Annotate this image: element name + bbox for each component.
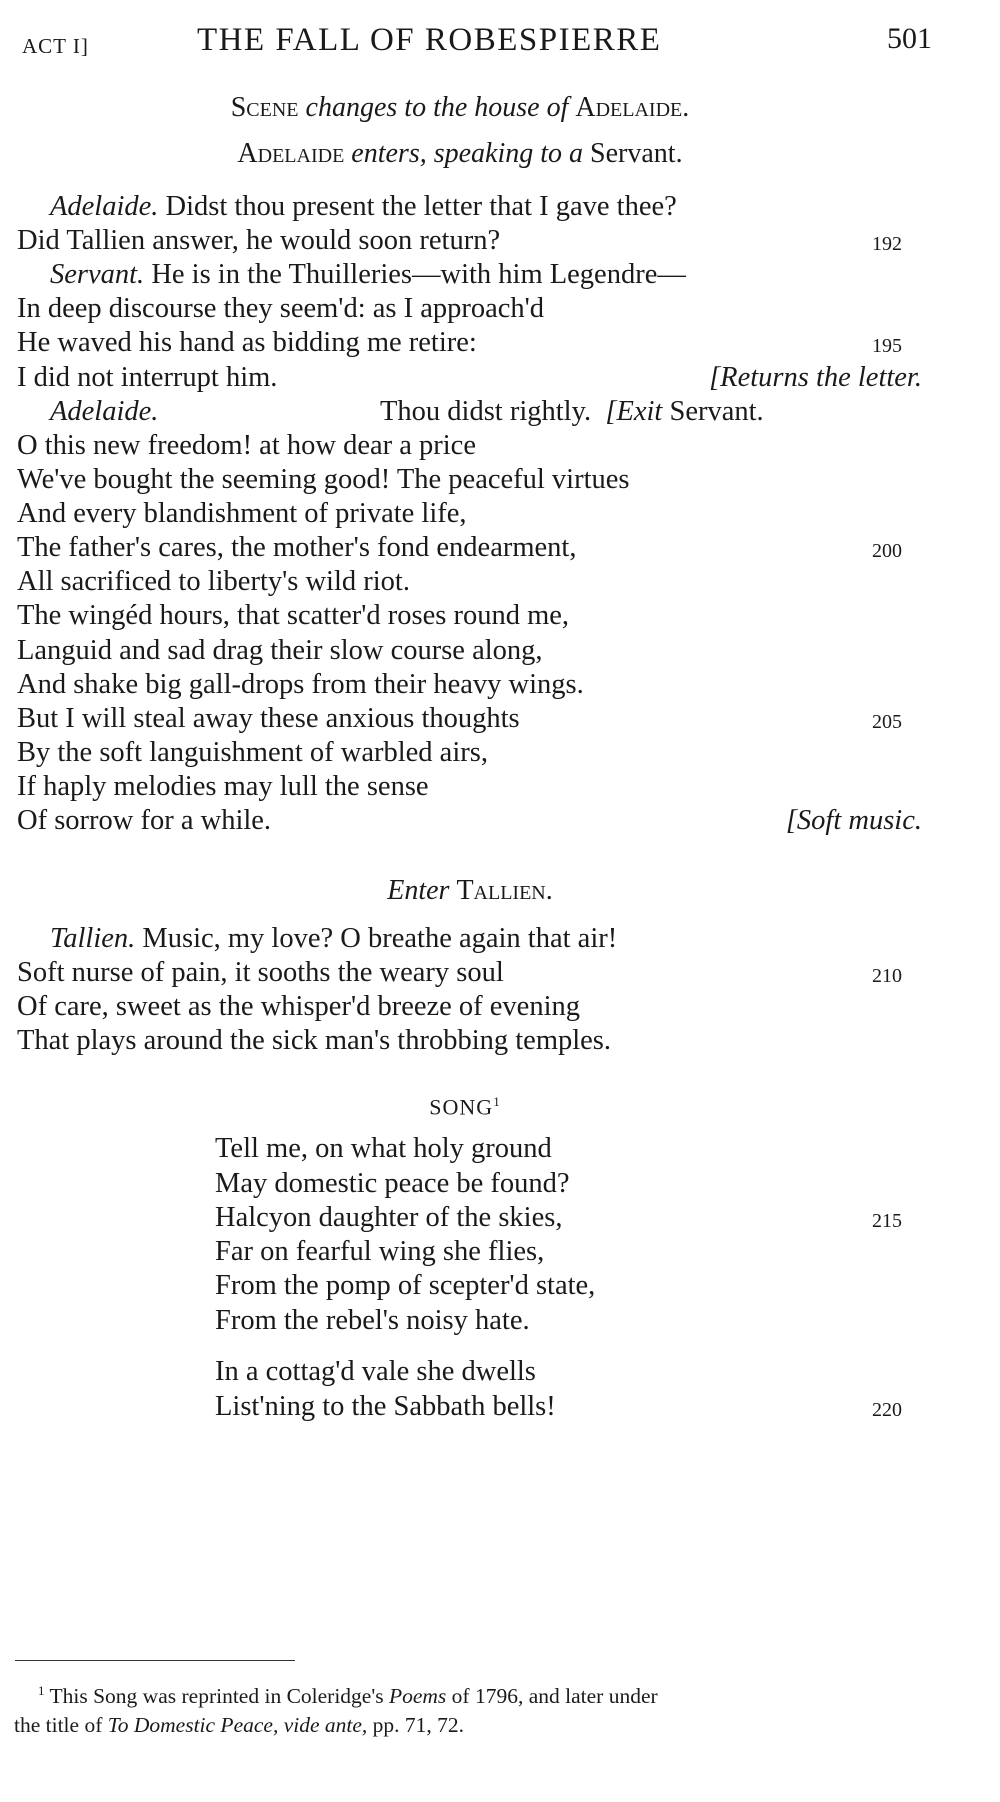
verse-line bbox=[50, 259, 686, 291]
verse-line bbox=[17, 362, 277, 394]
line-number: 195 bbox=[872, 335, 902, 357]
footnote-divider bbox=[15, 1660, 295, 1661]
line-text: And every blandishment of private life, bbox=[17, 498, 467, 529]
verse-line bbox=[17, 293, 544, 325]
speaker: Tallien. bbox=[50, 923, 136, 954]
song-line bbox=[215, 1270, 595, 1302]
verse-line bbox=[17, 498, 467, 530]
verse-line bbox=[17, 600, 569, 632]
line-text: Did Tallien answer, he would soon return? bbox=[17, 225, 501, 256]
verse-line bbox=[17, 957, 504, 989]
line-text: Music, my love? O breathe again that air! bbox=[142, 923, 618, 954]
verse-line bbox=[17, 805, 271, 837]
verse-line bbox=[17, 991, 580, 1023]
stage-direction: [Returns the letter. bbox=[709, 362, 922, 393]
footnote-text: This Song was reprinted in Coleridge's bbox=[49, 1684, 384, 1709]
scene-place: Adelaide. bbox=[575, 92, 690, 123]
verse-line bbox=[17, 566, 410, 598]
line-text: All sacrificed to liberty's wild riot. bbox=[17, 566, 410, 597]
scene-changes: changes to the house of bbox=[305, 92, 569, 123]
line-text: Languid and sad drag their slow course along, bbox=[17, 635, 543, 666]
speaker: Servant. bbox=[50, 259, 145, 290]
line-text: Of care, sweet as the whisper'd breeze of evening bbox=[17, 991, 581, 1022]
verse-line bbox=[17, 327, 477, 359]
song-line bbox=[215, 1168, 570, 1200]
verse-line bbox=[17, 669, 584, 701]
song-line bbox=[215, 1236, 544, 1268]
song-line bbox=[215, 1305, 530, 1337]
line-number: 220 bbox=[872, 1399, 902, 1421]
line-text: Far on fearful wing she flies, bbox=[215, 1236, 545, 1267]
line-text: May domestic peace be found? bbox=[215, 1168, 570, 1199]
enter-name: Tallien. bbox=[456, 875, 553, 906]
footnote-mark: 1 bbox=[38, 1683, 45, 1698]
line-text: I did not interrupt him. bbox=[17, 362, 278, 393]
act-label: ACT I] bbox=[22, 34, 89, 58]
entry-name: Adelaide bbox=[237, 138, 345, 169]
entry-whom: Servant. bbox=[590, 138, 683, 169]
line-text: Of sorrow for a while. bbox=[17, 805, 272, 836]
line-text: From the rebel's noisy hate. bbox=[215, 1305, 530, 1336]
line-text: O this new freedom! at how dear a price bbox=[17, 430, 476, 461]
song-title-text: SONG bbox=[429, 1094, 494, 1120]
line-text: The father's cares, the mother's fond endearment, bbox=[17, 532, 577, 563]
line-text: Soft nurse of pain, it sooths the weary soul bbox=[17, 957, 504, 988]
line-number: 210 bbox=[872, 965, 902, 987]
verse-line bbox=[50, 396, 158, 428]
verse-line bbox=[17, 771, 429, 803]
verse-line bbox=[17, 703, 520, 735]
footnote-text: pp. 71, 72. bbox=[372, 1713, 465, 1737]
verse-line-continued bbox=[380, 396, 764, 428]
running-header bbox=[22, 22, 932, 62]
enter-word: Enter bbox=[387, 875, 450, 906]
line-number: 215 bbox=[872, 1210, 902, 1232]
song-line bbox=[215, 1133, 552, 1165]
line-text: And shake big gall-drops from their heavy wings. bbox=[17, 669, 584, 700]
verse-line bbox=[17, 532, 576, 564]
verse-line bbox=[17, 464, 630, 496]
verse-line bbox=[17, 225, 500, 257]
line-text: Tell me, on what holy ground bbox=[215, 1133, 552, 1164]
line-number: 205 bbox=[872, 711, 902, 733]
line-number: 192 bbox=[872, 233, 902, 255]
entry-direction bbox=[0, 138, 920, 170]
line-text: If haply melodies may lull the sense bbox=[17, 771, 429, 802]
running-title: THE FALL OF ROBESPIERRE bbox=[197, 22, 662, 58]
song-title bbox=[5, 1094, 925, 1120]
line-text: In deep discourse they seem'd: as I approach'd bbox=[17, 293, 545, 324]
line-text: We've bought the seeming good! The peaceful virtues bbox=[17, 464, 630, 495]
line-number: 200 bbox=[872, 540, 902, 562]
footnote-text: the title of bbox=[14, 1713, 103, 1737]
footnote-poems: Poems bbox=[388, 1684, 447, 1709]
exit-direction: [Exit bbox=[605, 396, 663, 427]
exit-who: Servant. bbox=[669, 396, 764, 427]
line-text: He is in the Thuilleries—with him Legendre— bbox=[151, 259, 686, 290]
line-text: Halcyon daughter of the skies, bbox=[215, 1202, 563, 1233]
line-text: He waved his hand as bidding me retire: bbox=[17, 327, 477, 358]
verse-line bbox=[17, 737, 488, 769]
line-text: But I will steal away these anxious thoughts bbox=[17, 703, 520, 734]
enter-tallien-direction bbox=[10, 875, 930, 907]
line-text: List'ning to the Sabbath bells! bbox=[215, 1391, 556, 1422]
verse-line bbox=[17, 1025, 611, 1057]
verse-line bbox=[50, 923, 617, 955]
song-line bbox=[215, 1202, 562, 1234]
entry-action: enters, speaking to a bbox=[351, 138, 584, 169]
speaker: Adelaide. bbox=[50, 396, 159, 427]
line-text: By the soft languishment of warbled airs, bbox=[17, 737, 488, 768]
stage-direction: [Soft music. bbox=[785, 805, 922, 836]
line-text: From the pomp of scepter'd state, bbox=[215, 1270, 596, 1301]
scene-word: Scene bbox=[230, 92, 299, 123]
footnote-title-ref: To Domestic Peace, vide ante, bbox=[107, 1713, 368, 1737]
speaker: Adelaide. bbox=[50, 191, 159, 222]
verse-line bbox=[50, 191, 677, 223]
footnote-text: of 1796, and later under bbox=[451, 1684, 658, 1709]
song-line bbox=[215, 1356, 536, 1388]
line-text: That plays around the sick man's throbbing temples. bbox=[17, 1025, 612, 1056]
page-number: 501 bbox=[887, 22, 932, 55]
footnote-line bbox=[38, 1683, 658, 1709]
footnote-line bbox=[14, 1713, 464, 1738]
verse-line bbox=[17, 635, 543, 667]
line-text: The wingéd hours, that scatter'd roses round me, bbox=[17, 600, 570, 631]
line-text: Didst thou present the letter that I gave thee? bbox=[165, 191, 677, 222]
verse-line bbox=[17, 430, 476, 462]
line-text: Thou didst rightly. bbox=[380, 396, 592, 427]
line-text: In a cottag'd vale she dwells bbox=[215, 1356, 536, 1387]
scene-heading bbox=[0, 92, 920, 124]
song-line bbox=[215, 1391, 556, 1423]
footnote-reference: 1 bbox=[493, 1094, 501, 1109]
